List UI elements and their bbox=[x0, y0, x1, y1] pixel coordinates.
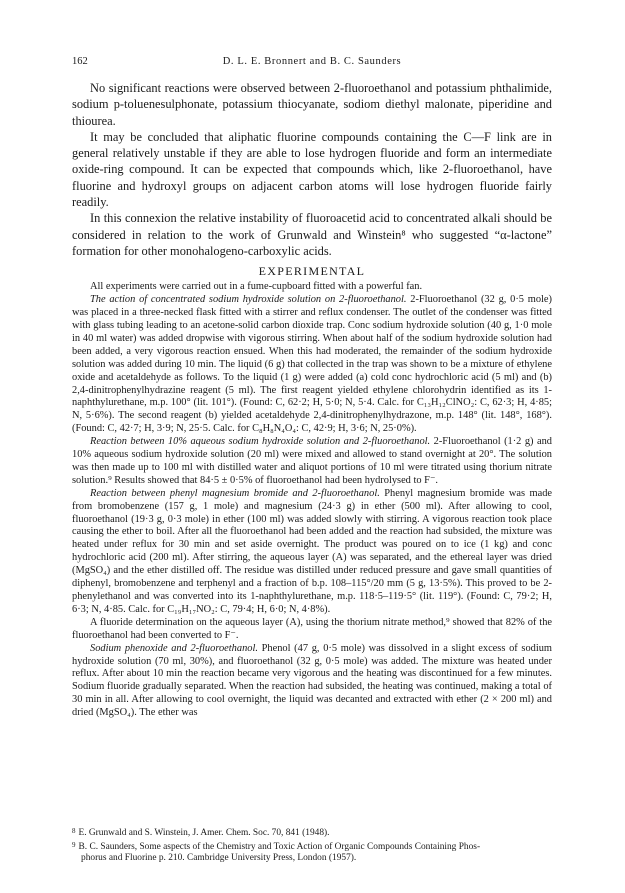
footnote bbox=[72, 826, 552, 840]
page-number: 162 bbox=[72, 56, 88, 67]
experimental-paragraph bbox=[72, 294, 552, 436]
experiment-title: Sodium phenoxide and 2-fluoroethanol. bbox=[90, 642, 258, 654]
experimental-paragraph bbox=[72, 617, 552, 643]
footnote bbox=[72, 840, 552, 865]
body-paragraph: It may be concluded that aliphatic fluorine compounds containing the C—F link are in general relatively unstable if they are able to lose hydrogen fluoride and form an intermediate oxide-ring compound. It can be expected that compounds which, like 2-fluoroethanol, have fluorine and hydroxyl groups on adjacent carbon atoms will lose hydrogen fluoride fairly readily. bbox=[72, 129, 552, 210]
experiment-text: A fluoride determination on the aqueous layer (A), using the thorium nitrate method,⁹ showed that 82% of the fluoroethanol had been converted to F⁻. bbox=[72, 616, 552, 641]
section-heading: EXPERIMENTAL bbox=[258, 264, 366, 279]
experimental-paragraph bbox=[72, 488, 552, 617]
page-header bbox=[72, 56, 552, 72]
body-paragraph: No significant reactions were observed between 2-fluoroethanol and potassium phthalimide, sodium p-toluenesulphonate, potassium thiocyanate, sodiom diethyl malonate, piperidine and thiourea. bbox=[72, 81, 552, 128]
body-paragraph: In this connexion the relative instability of fluoroacetid acid to concentrated alkali should be considered in relation to the work of Grunwald and Winstein⁸ who suggested “α-lactone” formation for other monohalogeno-carboxylic acids. bbox=[72, 211, 552, 258]
experiment-title: Reaction between 10% aqueous sodium hydroxide solution and 2-fluoroethanol. bbox=[90, 436, 431, 448]
page-body bbox=[72, 80, 552, 720]
footnotes bbox=[72, 826, 552, 865]
experimental-paragraph bbox=[72, 436, 552, 488]
experiment-text: 2-Fluoroethanol (32 g, 0·5 mole) was placed in a three-necked flask fitted with a stirrer and reflux condenser. The outlet of the condenser was fitted with glass tubing leading to an acetone-solid carbon dioxide trap. Conc sodium hydroxide solution (40 g, 1·0 mole in 40 ml water) was added dropwise with vigorous stirring. When about half of the sodium hydroxide solution had been added, a very vigorous reaction ensued. When this had moderated, the remainder of the sodium hydroxide solution was added during 10 min. The liquid (6 g) that collected in the trap was shown to be a mixture of ethylene oxide and acetaldehyde as follows. To the liquid (1 g) were added (a) cold conc hydrochloric acid (5 ml) and (b) 2,4-dinitrophenylhydrazine reagent (5 ml). The first reagent yielded ethylene chlorohydrin identified as its 1-naphthylurethane, m.p. 100° (lit. 101°). (Found: C, 62·2; H, 5·0; N, 5·4. Calc. for C₁₃H₁₂ClNO₂: C, 62·3; H, 4·85; N, 5·6%). The second reagent (b) yielded acetaldehyde 2,4-dinitrophenylhydrazone, m.p. 148° (lit. 148°, 168°). (Found: C, 42·7; H, 3·9; N, 25·5. Calc. for C₈H₈N₄O₄: C, 42·9; H, 3·6; N, 25·0%). bbox=[72, 294, 552, 435]
experiment-text: Phenol (47 g, 0·5 mole) was dissolved in a slight excess of sodium hydroxide solution (70 ml, 30%), and fluoroethanol (32 g, 0·5 mole) was added. The mixture was heated under reflux. After about 10 min the reaction became very vigorous and the heating was discontinued for a few minutes. Sodium fluoride gradually separated. When the reaction had subsided, the heating was continued, making a total of 30 min in all. After allowing to cool overnight, the liquid was decanted and extracted with ether (2 × 200 ml) and dried (MgSO₄). The ether was bbox=[72, 642, 553, 719]
footnote-marker: 8 bbox=[72, 827, 76, 835]
experimental-paragraph bbox=[72, 643, 552, 720]
experiment-text: Phenyl magnesium bromide was made from bromobenzene (157 g, 1 mole) and magnesium (24·3 g) in ether (500 ml). After allowing to cool, fluoroethanol (19·3 g, 0·3 mole) in ether (100 ml) was added slowly with stirring. A vigorous reaction took place causing the ether to boil. After all the fluoroethanol had been added and the reaction had subsided, the mixture was heated under reflux for 30 min and set aside overnight. The product was poured on to ice (1 kg) and conc hydrochloric acid (200 ml). After stirring, the aqueous layer (A) was separated, and the ethereal layer was dried (MgSO₄) and the ether distilled off. The residue was distilled under reduced pressure and gave small quantities of diphenyl, bromobenzene and terphenyl and a fraction of b.p. 108–115°/20 mm (5 g, 13·5%). This proved to be 2-phenylethanol and was converted into its 1-naphthylurethane, m.p. 118·5–119·5° (lit. 119°). (Found: C, 79·2; H, 6·3; N, 4·85. Calc. for C₁₉H₁₇NO₂: C, 79·4; H, 6·0; N, 4·8%). bbox=[72, 487, 552, 615]
footnote-text: B. C. Saunders, Some aspects of the Chemistry and Toxic Action of Organic Compounds Containing Phos- bbox=[78, 841, 481, 852]
footnote-marker: 9 bbox=[72, 840, 76, 849]
experiment-title: Reaction between phenyl magnesium bromide and 2-fluoroethanol. bbox=[90, 487, 380, 499]
experiment-title: The action of concentrated sodium hydroxide solution on 2-fluoroethanol. bbox=[90, 294, 407, 306]
experimental-intro: All experiments were carried out in a fume-cupboard fitted with a powerful fan. bbox=[90, 281, 423, 293]
experiment-text: 2-Fluoroethanol (1·2 g) and 10% aqueous sodium hydroxide solution (20 ml) were mixed and allowed to stand overnight at 20°. The solution was then made up to 100 ml with distilled water and aliquot portions of 10 ml were titrated using thorium nitrate solution.⁹ Results showed that 84·5 ± 0·5% of fluoroethanol had been hydrolysed to F⁻. bbox=[72, 436, 552, 486]
footnote-text: E. Grunwald and S. Winstein, J. Amer. Chem. Soc. 70, 841 (1948). bbox=[78, 828, 330, 838]
running-head: D. L. E. Bronnert and B. C. Saunders bbox=[222, 56, 402, 67]
footnote-continuation: phorus and Fluorine p. 210. Cambridge University Press, London (1957). bbox=[81, 853, 357, 863]
